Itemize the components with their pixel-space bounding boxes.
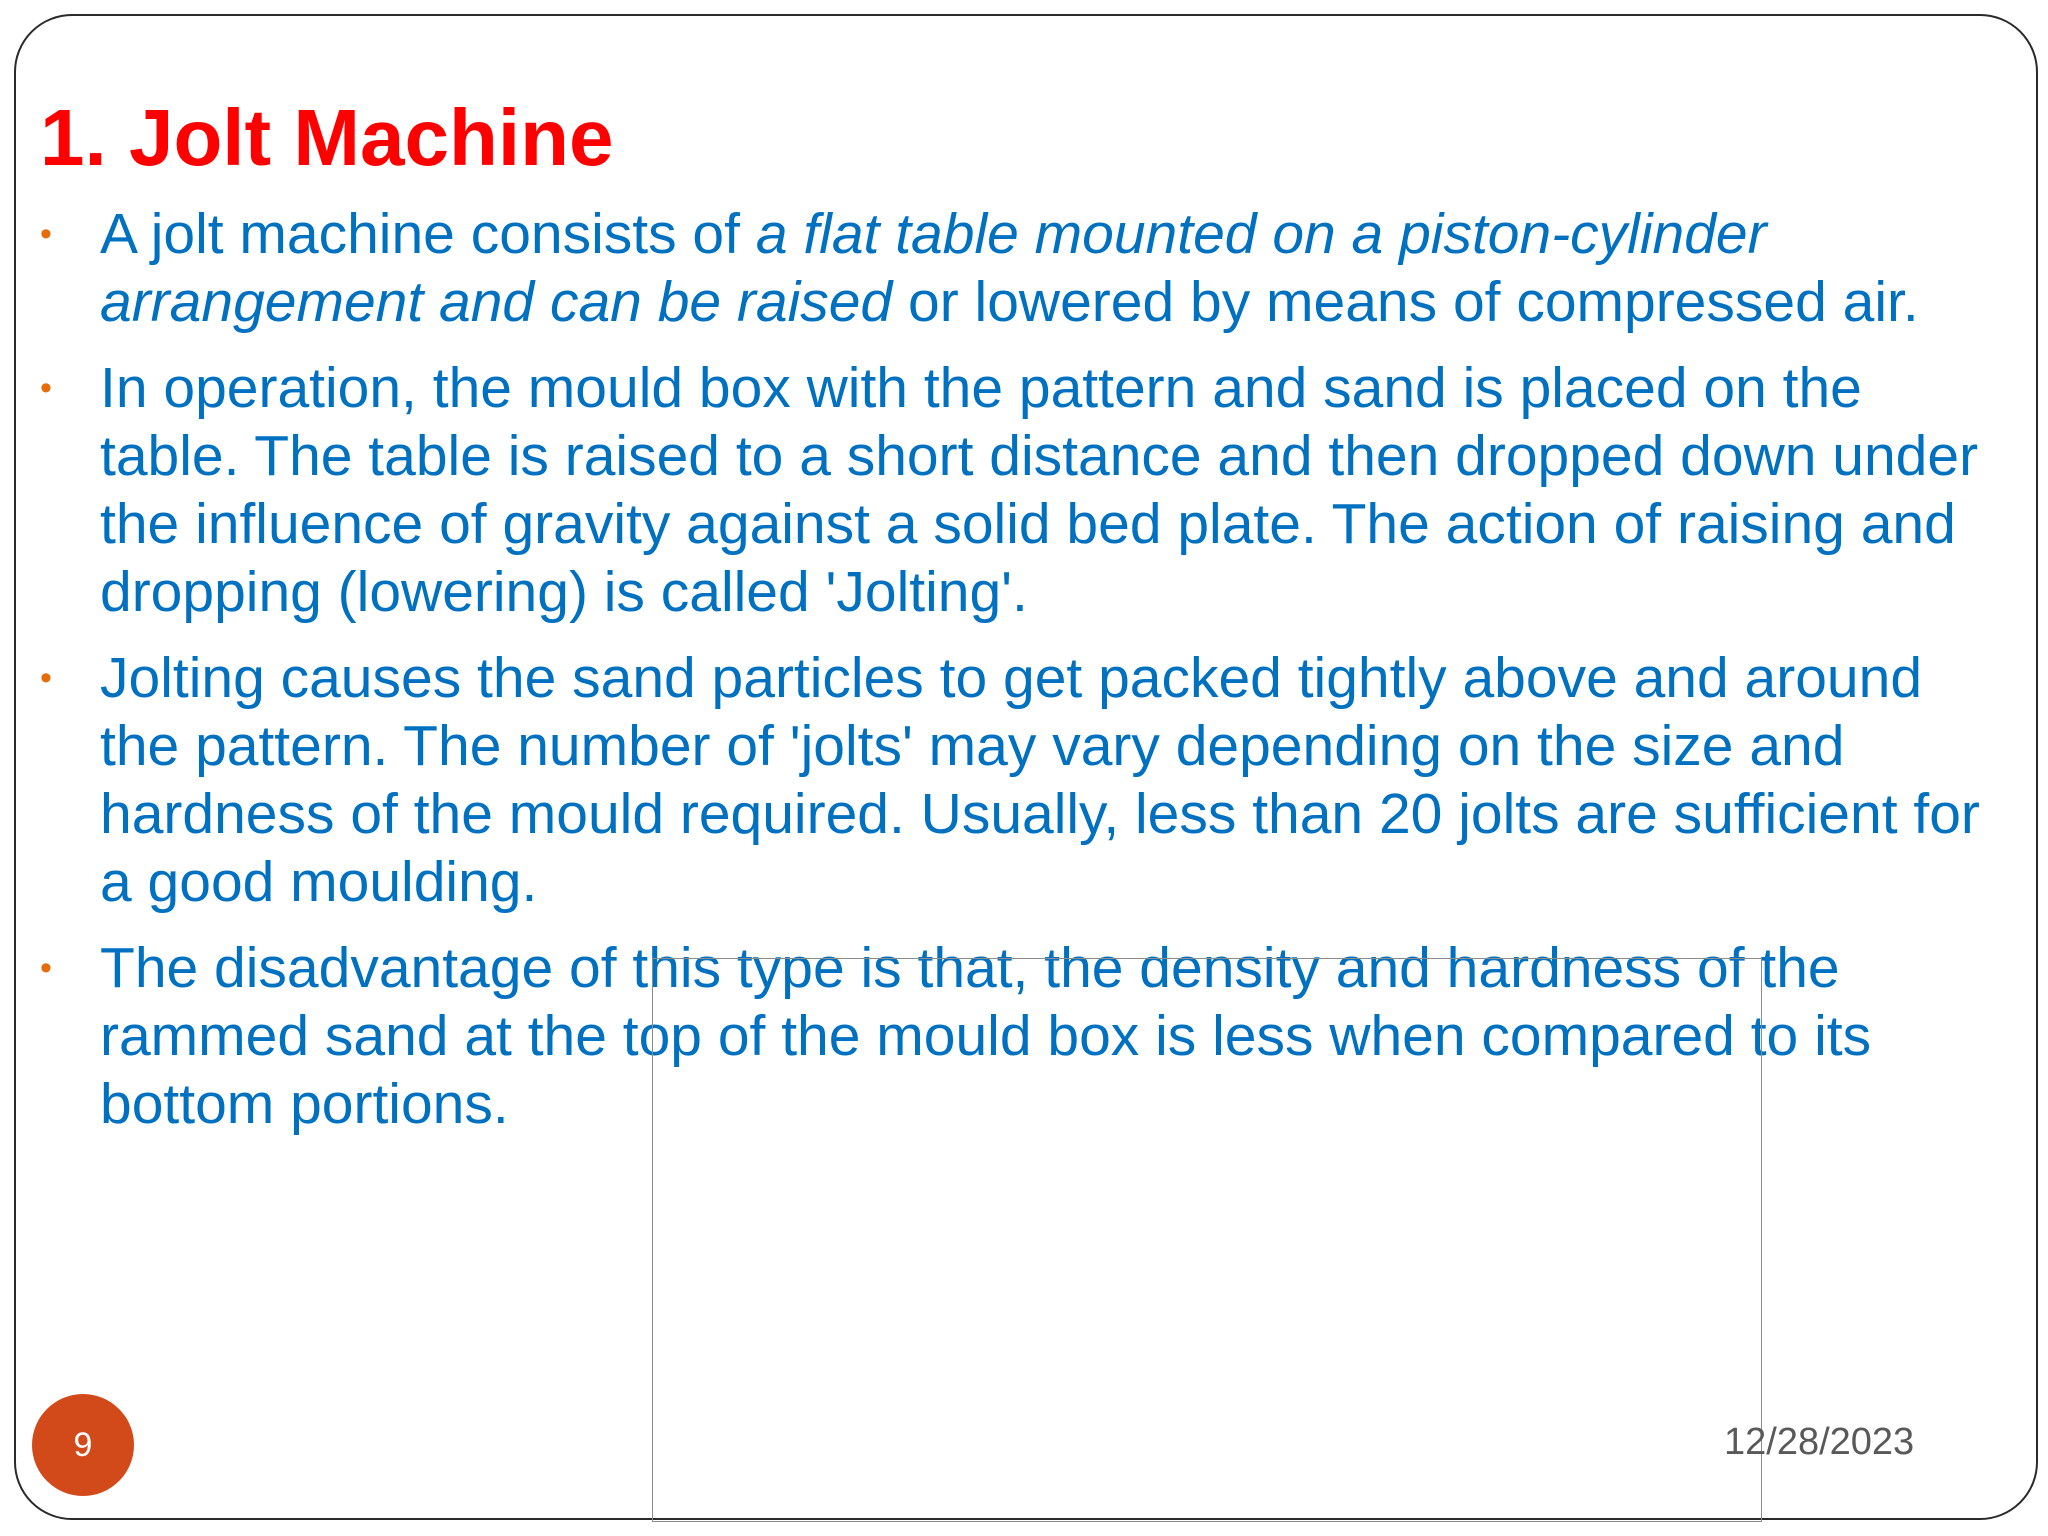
bullet-marker-icon: • — [40, 659, 52, 697]
bullet-item — [40, 200, 2010, 336]
bullet-text-segment: The disadvantage of this type is that, the density and hardness of the rammed sand at the top of the mould box is less when compared to its bottom portions. — [100, 936, 1872, 1136]
slide-date: 12/28/2023 — [1724, 1421, 1915, 1463]
bullet-text-segment-italic: a flat table mounted on a piston-cylinder arrangement and can be raised — [100, 202, 1767, 334]
bullet-marker-icon: • — [40, 369, 52, 407]
bullet-text-segment: or lowered by means of compressed air. — [892, 270, 1919, 334]
bullet-text-segment: A jolt machine consists of — [100, 202, 756, 266]
bullet-item — [40, 644, 2010, 916]
bullet-text-segment: Jolting causes the sand particles to get packed tightly above and around the pattern. The number of 'jolts' may vary depending on the size and hardness of the mould required. Usually, less than 20 jolts are sufficient for a good moulding. — [100, 646, 1980, 914]
slide-title: 1. Jolt Machine — [40, 93, 614, 182]
bullet-marker-icon: • — [40, 215, 52, 253]
embedded-object-frame — [652, 958, 1762, 1522]
bullet-item — [40, 354, 2010, 626]
bullet-text-segment: In operation, the mould box with the pattern and sand is placed on the table. The table is raised to a short distance and then dropped down under the influence of gravity against a solid bed plate. The action of raising and dropping (lowering) is called 'Jolting'. — [100, 356, 1979, 624]
bullet-marker-icon: • — [40, 949, 52, 987]
page-number-badge: 9 — [32, 1394, 134, 1496]
